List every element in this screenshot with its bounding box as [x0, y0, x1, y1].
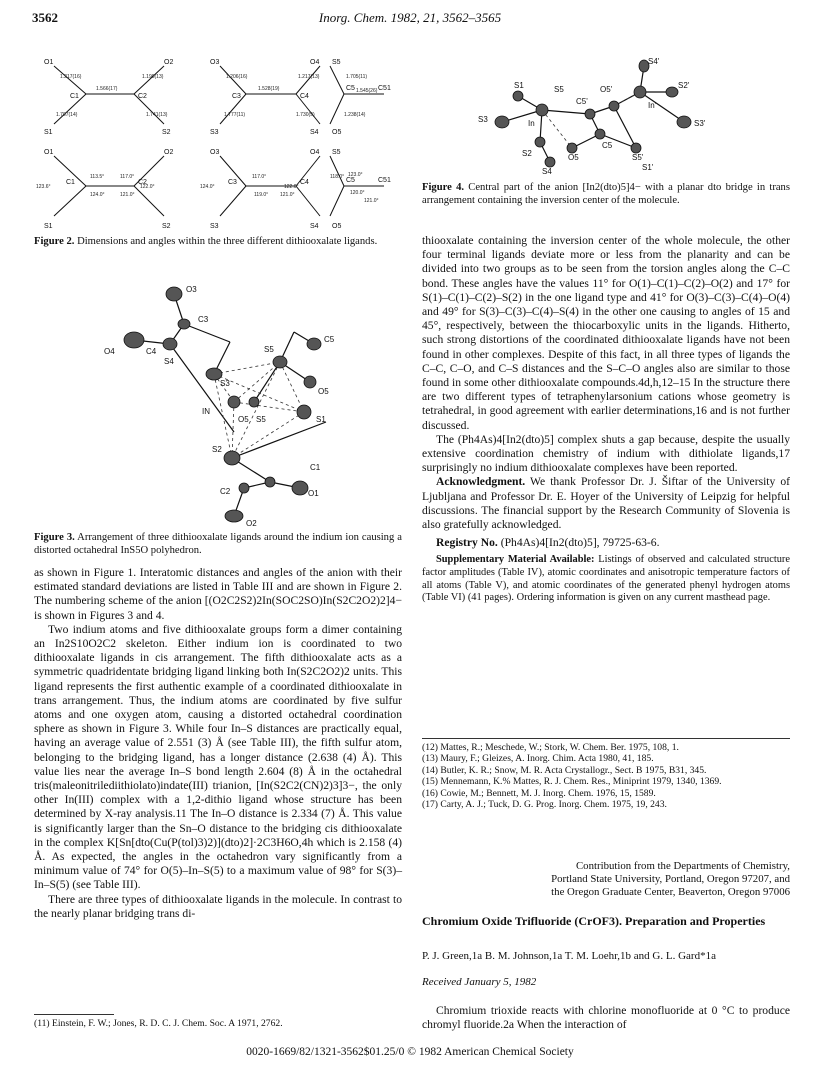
svg-text:S1: S1 — [44, 129, 53, 136]
contribution-affiliation — [422, 860, 790, 899]
figure-3-caption — [34, 532, 402, 557]
svg-text:117.0°: 117.0° — [252, 174, 267, 180]
svg-text:S4: S4 — [310, 223, 319, 230]
paragraph: as shown in Figure 1. Interatomic distances and angles of the anion with their estimated standard deviations are listed in Table III and are shown in Figure 2. The numbering scheme of the anion [(O2C2S2)2In(SOC2SO)In(S2C2O2)2]4− is shown in Figures 3 and 4. — [34, 566, 402, 622]
svg-text:S4': S4' — [648, 57, 660, 66]
svg-text:O5: O5 — [568, 153, 579, 162]
svg-text:C5': C5' — [576, 97, 588, 106]
svg-text:S3: S3 — [478, 115, 488, 124]
svg-text:O1: O1 — [44, 59, 54, 66]
svg-text:O5: O5 — [332, 129, 342, 136]
svg-text:S2: S2 — [162, 129, 171, 136]
reference-item: (17) Carty, A. J.; Tuck, D. G. Prog. Inorg. Chem. 1975, 19, 243. — [422, 799, 667, 811]
svg-text:O2: O2 — [246, 519, 257, 528]
svg-text:O1: O1 — [44, 149, 54, 156]
svg-text:C4: C4 — [146, 347, 157, 356]
svg-text:C3: C3 — [198, 315, 209, 324]
svg-text:S4: S4 — [542, 167, 552, 176]
contribution-line: Portland State University, Portland, Oregon 97207, and — [551, 873, 790, 885]
svg-text:113.5°: 113.5° — [90, 174, 105, 180]
svg-text:IN: IN — [202, 407, 210, 416]
svg-text:S2': S2' — [678, 81, 690, 90]
svg-text:1.238(14): 1.238(14) — [344, 112, 366, 118]
svg-text:C1: C1 — [66, 179, 75, 186]
acknowledgment-text: We thank Professor Dr. J. Šiftar of the University of Ljubljana and Professor Dr. E. Hoyer of the University of Leipzig for helpful discussions. The financial support by the Research Community of Slovenia is also gratefully acknowledged. — [422, 475, 790, 532]
paragraph: The (Ph4As)4[In2(dto)5] complex shuts a gap because, despite the usually extensive coordination chemistry of indium with dithiolate ligands,17 surprisingly no indium dithiooxalate complexes have been reported. — [422, 432, 790, 475]
article-title: Chromium Oxide Trifluoride (CrOF3). Preparation and Properties — [422, 914, 766, 928]
svg-text:O4: O4 — [310, 149, 320, 156]
svg-text:S2: S2 — [212, 445, 222, 454]
svg-text:C5: C5 — [324, 335, 335, 344]
svg-text:121.0°: 121.0° — [280, 192, 295, 198]
svg-text:O5: O5 — [332, 223, 342, 230]
paragraph: There are three types of dithiooxalate ligands in the molecule. In contrast to the nearly planar bridging trans di- — [34, 892, 402, 920]
reference-item: (15) Mennemann, K.% Mattes, R. J. Chem. Res., Miniprint 1979, 1340, 1369. — [422, 776, 722, 788]
svg-text:S2: S2 — [162, 223, 171, 230]
svg-text:S1: S1 — [316, 415, 326, 424]
page-footer: 0020-1669/82/1321-3562$01.25/0 © 1982 American Chemical Society — [246, 1046, 574, 1058]
reference-item: (12) Mattes, R.; Meschede, W.; Stork, W. Chem. Ber. 1975, 108, 1. — [422, 742, 679, 753]
received-date: Received January 5, 1982 — [422, 976, 537, 988]
svg-text:S5: S5 — [332, 59, 341, 66]
svg-text:S5': S5' — [632, 153, 644, 162]
figure-2-diagram — [34, 52, 402, 232]
figure-2-caption-text: Dimensions and angles within the three different dithiooxalate ligands. — [74, 236, 378, 247]
paragraph: thiooxalate containing the inversion center of the whole molecule, the other four terminal ligands deviate more or less from the planarity and can be divided into two groups as to be seen from the torsion angles along the C–C bond. These angles have the values 11° for O(1)–C(1)–C(2)–O(2) and 17° for S(1)–C(1)–C(2)–S(2) in the one ligand type and 41° for O(3)–C(3)–C(4)–O(4) and 49° for S(3)–C(3)–C(4)–S(4) in the other one causing to angles of 15 and 45°, respectively, between the thiocarboxylic units in the ligands. Hitherto, such strong distortions of the coordinated dithiooxalate ligands have not been found in other complexes. Despite of this fact, in all three types of ligands the C–C, C–O, and C–S distances and the S–C–O angles also are similar to those found in some other dithiooxalate compounds.4d,h,12–15 In the structure there are two different types of tetraphenylarsonium cations whose geometry is tetrahedral, in good agreement with earlier determinations,16 and is not further discussed. — [422, 234, 790, 432]
svg-text:O3: O3 — [210, 149, 220, 156]
svg-text:C51: C51 — [378, 85, 391, 92]
right-column-body — [422, 234, 790, 605]
right-references — [422, 742, 790, 810]
paragraph: Chromium trioxide reacts with chlorine monofluoride at 0 °C to produce chromyl fluoride.2a When the interaction of — [422, 1004, 790, 1032]
acknowledgment — [422, 475, 790, 532]
supplementary-label: Supplementary Material Available: — [436, 554, 595, 566]
svg-text:S3': S3' — [694, 119, 706, 128]
reference-item: (16) Cowie, M.; Bennett, M. J. Inorg. Chem. 1976, 15, 1589. — [422, 787, 656, 799]
registry-number — [422, 536, 790, 550]
figure-2 — [34, 52, 402, 232]
svg-text:S1: S1 — [514, 81, 524, 90]
svg-text:C4: C4 — [300, 179, 309, 186]
svg-text:1.528(19): 1.528(19) — [258, 86, 280, 92]
figure-2-caption-label: Figure 2. — [34, 236, 75, 247]
registry-label: Registry No. — [436, 536, 498, 550]
svg-text:S3: S3 — [210, 129, 219, 136]
svg-text:O3: O3 — [210, 59, 220, 66]
svg-text:S3: S3 — [210, 223, 219, 230]
reference-item: (11) Einstein, F. W.; Jones, R. D. C. J. Chem. Soc. A 1971, 2762. — [34, 1018, 283, 1029]
svg-text:S5: S5 — [264, 345, 274, 354]
svg-text:1.545(26): 1.545(26) — [356, 88, 378, 94]
svg-text:1.741(13): 1.741(13) — [146, 112, 168, 118]
svg-text:1.707(14): 1.707(14) — [56, 112, 78, 118]
article-first-paragraph — [422, 1004, 790, 1032]
contribution-line: Contribution from the Departments of Chemistry, — [575, 860, 790, 872]
svg-text:1.566(17): 1.566(17) — [96, 86, 118, 92]
paragraph: Two indium atoms and five dithiooxalate groups form a dimer containing an In2S10O2C2 skeleton. Either indium ion is coordinated to two dithiooxalate ligands in cis arrangement. The fifth dithiooxalate acts as a symmetric quadridentate bridging ligand linking both In(S2C2O2)2 units. This ligand represents the first authentic example of a coordinated dithiooxalate in trans arrangement. Thus, the indium atoms are coordinated by five sulfur atoms and one oxygen atom, causing a distorted octahedral coordination sphere as shown in Figure 3. While four In–S distances are practically equal, having an average value of 2.551 (3) Å (see Table III), the fifth sulfur atom, belonging to the bridging ligand, has a longer distance (2.638 (4) Å). This value lies near the average In–S bond length 2.604 (8) Å in the octahedral tris(maleonitrilediithiolato)indate(III) trianion, [In(S2C2(CN)2)3]3−, the only other In(III) complex with a 1,2-dithio ligand whose structure has been determined by X-ray analysis.11 The In–O distance is 2.334 (7) Å. This value is significantly larger than the Sn–O distance to the bridging cis dithiooxalate in the complex K[Sn[dto(Cu(P(tol)3)2)](dto)2]·2C3H6O,4h which is 2.158 (4) Å. As expected, the angles in the octahedron vary significantly from a minimum value of 74° for O(5)–In–S(5) to a maximum value of 98° for S(3)–In–S(5) (see Table III). — [34, 622, 402, 892]
svg-text:S3: S3 — [220, 379, 230, 388]
acknowledgment-label: Acknowledgment. — [436, 475, 526, 489]
figure-4-caption-text: Central part of the anion [In2(dto)5]4− with a planar dto bridge in trans arrangement containing the inversion center of the molecule. — [422, 182, 790, 206]
svg-text:S2: S2 — [522, 149, 532, 158]
svg-text:S4: S4 — [310, 129, 319, 136]
supplementary-material — [422, 554, 790, 604]
left-footnote — [34, 1018, 402, 1029]
reference-item: (13) Maury, F.; Gleizes, A. Inorg. Chim. Acta 1980, 41, 185. — [422, 753, 654, 765]
svg-text:118.0°: 118.0° — [330, 174, 345, 180]
svg-text:C1: C1 — [70, 93, 79, 100]
figure-4-caption — [422, 182, 790, 207]
figure-3-caption-text: Arrangement of three dithiooxalate ligands around the indium ion causing a distorted octahedral InS5O polyhedron. — [34, 532, 402, 556]
svg-text:121.0°: 121.0° — [120, 192, 135, 198]
svg-text:S5: S5 — [256, 415, 266, 424]
svg-text:120.0°: 120.0° — [350, 190, 365, 196]
svg-text:C3: C3 — [228, 179, 237, 186]
figure-3 — [34, 272, 402, 528]
svg-text:C3: C3 — [232, 93, 241, 100]
svg-text:1.777(11): 1.777(11) — [224, 112, 246, 118]
svg-text:123.0°: 123.0° — [348, 172, 363, 178]
figure-4-diagram — [422, 52, 790, 176]
svg-text:O2: O2 — [164, 149, 174, 156]
svg-text:O3: O3 — [186, 285, 197, 294]
svg-text:1.217(16): 1.217(16) — [60, 74, 82, 80]
svg-text:119.0°: 119.0° — [254, 192, 269, 198]
page-number: 3562 — [32, 10, 58, 25]
svg-text:C5: C5 — [602, 141, 613, 150]
svg-text:1.198(13): 1.198(13) — [142, 74, 164, 80]
figure-3-caption-label: Figure 3. — [34, 532, 75, 543]
contribution-line: the Oregon Graduate Center, Beaverton, Oregon 97006 — [551, 886, 790, 898]
figure-3-diagram — [34, 272, 402, 528]
svg-text:C1: C1 — [310, 463, 321, 472]
svg-text:C2: C2 — [138, 179, 147, 186]
svg-text:S1: S1 — [44, 223, 53, 230]
svg-text:C51: C51 — [378, 177, 391, 184]
figure-4 — [422, 52, 790, 176]
svg-text:S4: S4 — [164, 357, 174, 366]
svg-text:S5: S5 — [332, 149, 341, 156]
svg-text:C2: C2 — [138, 93, 147, 100]
svg-text:O5: O5 — [238, 415, 249, 424]
figure-4-caption-label: Figure 4. — [422, 182, 465, 193]
svg-text:124.0°: 124.0° — [90, 192, 105, 198]
registry-text: (Ph4As)4[In2(dto)5], 79725-63-6. — [497, 536, 660, 550]
svg-text:C5: C5 — [346, 85, 355, 92]
svg-text:1.206(16): 1.206(16) — [226, 74, 248, 80]
left-footnote-rule — [34, 1014, 114, 1015]
svg-text:C5: C5 — [346, 177, 355, 184]
svg-text:1.705(11): 1.705(11) — [346, 74, 368, 80]
svg-text:122.0°: 122.0° — [140, 184, 155, 190]
svg-text:O5': O5' — [600, 85, 613, 94]
svg-text:121.0°: 121.0° — [364, 198, 379, 204]
svg-text:124.0°: 124.0° — [200, 184, 215, 190]
svg-text:O5: O5 — [318, 387, 329, 396]
svg-text:O2: O2 — [164, 59, 174, 66]
article-authors: P. J. Green,1a B. M. Johnson,1a T. M. Loehr,1b and G. L. Gard*1a — [422, 950, 716, 962]
left-column-body — [34, 566, 402, 921]
svg-text:C2: C2 — [220, 487, 231, 496]
right-references-rule — [422, 738, 790, 739]
svg-text:1.730(9): 1.730(9) — [296, 112, 315, 118]
svg-text:C4: C4 — [300, 93, 309, 100]
svg-text:O1: O1 — [308, 489, 319, 498]
svg-text:In': In' — [648, 101, 657, 110]
svg-text:O4: O4 — [104, 347, 115, 356]
svg-text:123.6°: 123.6° — [36, 184, 51, 190]
svg-text:S5: S5 — [554, 85, 564, 94]
reference-item: (14) Butler, K. R.; Snow, M. R. Acta Crystallogr., Sect. B 1975, B31, 345. — [422, 764, 707, 776]
svg-text:O4: O4 — [310, 59, 320, 66]
svg-text:S1': S1' — [642, 163, 654, 172]
journal-header: Inorg. Chem. 1982, 21, 3562–3565 — [318, 10, 502, 25]
figure-2-caption — [34, 236, 402, 249]
supplementary-text: Listings of observed and calculated structure factor amplitudes (Table IV), atomic coordinates and anisotropic temperature factors of all atoms (Table V), and atomic coordinates of the generated phenyl hydrogen atoms (Table VI) (41 pages). Ordering information is given on any current masthead page. — [422, 554, 790, 604]
svg-text:117.0°: 117.0° — [120, 174, 135, 180]
svg-text:In: In — [528, 119, 535, 128]
svg-text:122.0°: 122.0° — [284, 184, 299, 190]
svg-text:1.217(13): 1.217(13) — [298, 74, 320, 80]
